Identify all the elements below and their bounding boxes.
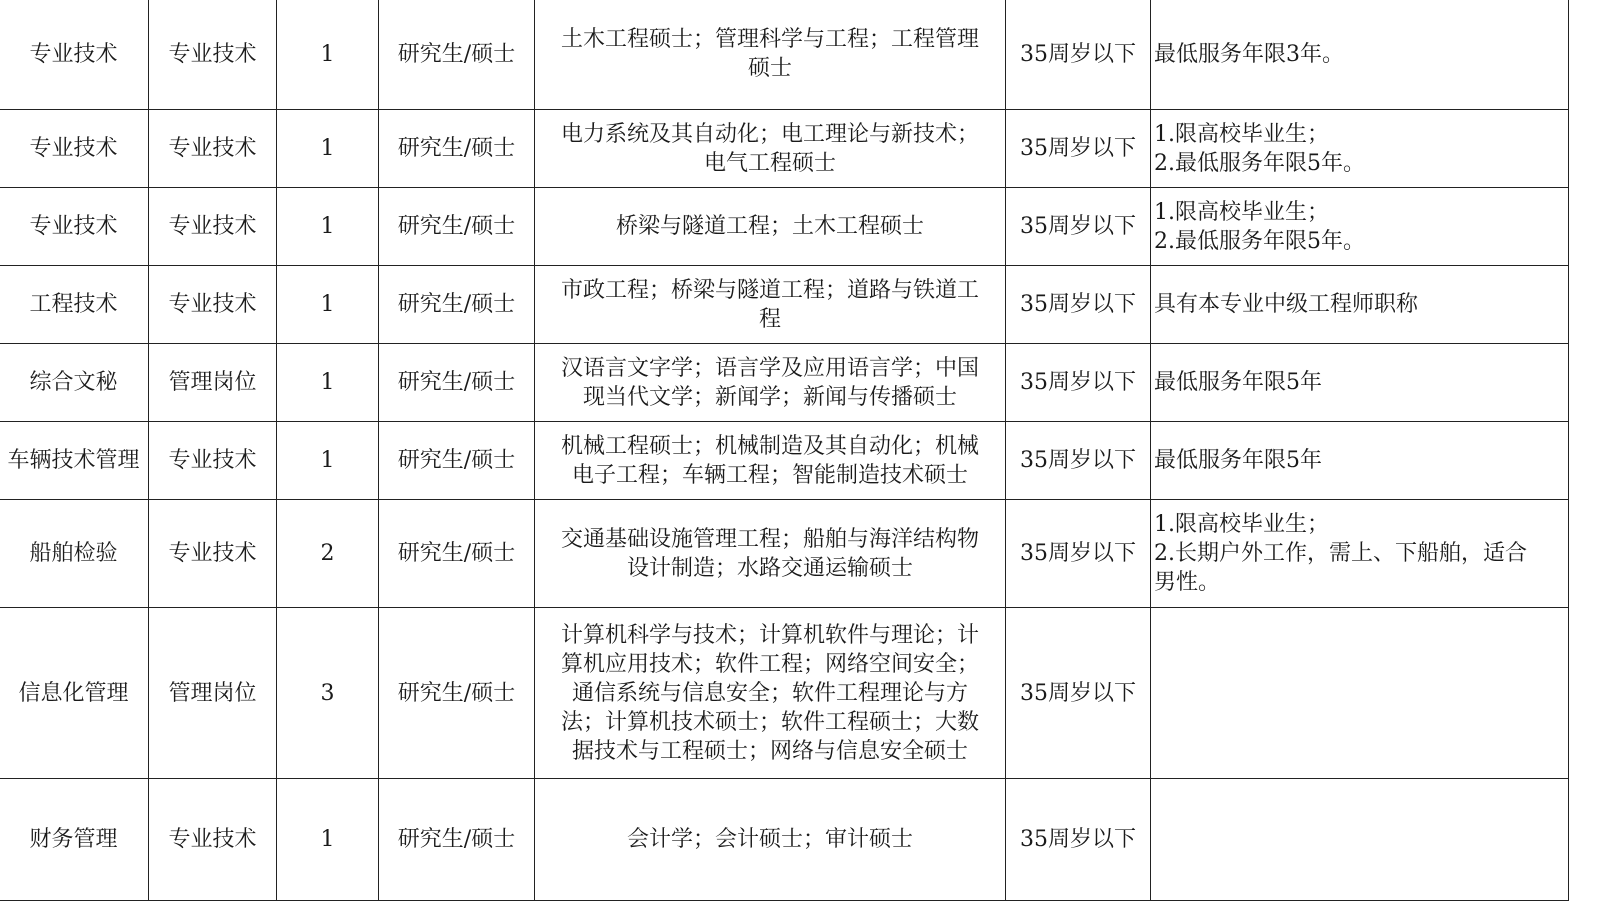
major-cell [535, 779, 1006, 901]
requirements-cell [1151, 500, 1569, 608]
age-cell: 35周岁以下 [1006, 500, 1151, 608]
major-line: 桥梁与隧道工程；土木工程硕士 [615, 214, 924, 239]
age-cell: 35周岁以下 [1006, 188, 1151, 266]
requirements-cell [1151, 266, 1569, 344]
table-row [0, 0, 1569, 110]
education-cell: 研究生/硕士 [379, 110, 535, 188]
major-line: 会计学；会计硕士；审计硕士 [626, 827, 913, 852]
major-line: 交通基础设施管理工程；船舶与海洋结构物 [560, 526, 979, 552]
position-cell: 船舶检验 [0, 500, 149, 608]
age-cell: 35周岁以下 [1006, 344, 1151, 422]
age-cell: 35周岁以下 [1006, 608, 1151, 779]
education-cell: 研究生/硕士 [379, 188, 535, 266]
major-line: 硕士 [747, 56, 792, 81]
count-cell: 1 [277, 422, 379, 500]
major-cell [535, 422, 1006, 500]
count-cell: 1 [277, 188, 379, 266]
education-cell: 研究生/硕士 [379, 779, 535, 901]
education-cell: 研究生/硕士 [379, 266, 535, 344]
position-cell: 综合文秘 [0, 344, 149, 422]
requirement-line: 最低服务年限3年。 [1154, 41, 1344, 67]
major-cell [535, 608, 1006, 779]
major-cell [535, 110, 1006, 188]
education-cell: 研究生/硕士 [379, 608, 535, 779]
position-cell: 财务管理 [0, 779, 149, 901]
major-line: 通信系统与信息安全；软件工程理论与方 [571, 680, 968, 706]
requirements-cell [1151, 0, 1569, 110]
age-cell: 35周岁以下 [1006, 779, 1151, 901]
major-line: 计算机科学与技术；计算机软件与理论；计 [560, 622, 979, 648]
education-cell: 研究生/硕士 [379, 0, 535, 110]
category-cell: 专业技术 [149, 422, 277, 500]
major-line: 现当代文学；新闻学；新闻与传播硕士 [582, 384, 957, 410]
age-cell: 35周岁以下 [1006, 0, 1151, 110]
requirement-line: 1.限高校毕业生； [1154, 512, 1329, 537]
age-cell: 35周岁以下 [1006, 266, 1151, 344]
age-cell: 35周岁以下 [1006, 422, 1151, 500]
major-cell [535, 344, 1006, 422]
major-line: 法；计算机技术硕士；软件工程硕士；大数 [560, 709, 979, 735]
requirement-line: 1.限高校毕业生； [1154, 199, 1329, 225]
count-cell: 1 [277, 110, 379, 188]
education-cell: 研究生/硕士 [379, 500, 535, 608]
major-line: 算机应用技术；软件工程；网络空间安全； [560, 651, 979, 677]
category-cell: 专业技术 [149, 188, 277, 266]
table-row [0, 608, 1569, 779]
table-row [0, 500, 1569, 608]
requirement-line: 2.最低服务年限5年。 [1154, 228, 1365, 254]
requirements-cell [1151, 344, 1569, 422]
category-cell: 管理岗位 [149, 344, 277, 422]
major-line: 程 [758, 306, 781, 332]
requirements-cell [1151, 188, 1569, 266]
position-cell: 车辆技术管理 [0, 422, 149, 500]
count-cell: 1 [277, 0, 379, 110]
major-line: 市政工程；桥梁与隧道工程；道路与铁道工 [560, 277, 979, 303]
category-cell: 专业技术 [149, 0, 277, 110]
requirement-line: 具有本专业中级工程师职称 [1154, 292, 1419, 317]
requirements-cell [1151, 779, 1569, 901]
requirement-line: 最低服务年限5年 [1154, 448, 1322, 473]
count-cell: 1 [277, 779, 379, 901]
table-row [0, 266, 1569, 344]
requirements-cell [1151, 422, 1569, 500]
category-cell: 专业技术 [149, 779, 277, 901]
age-cell: 35周岁以下 [1006, 110, 1151, 188]
major-line: 设计制造；水路交通运输硕士 [626, 555, 913, 581]
count-cell: 1 [277, 266, 379, 344]
requirement-line: 2.最低服务年限5年。 [1154, 150, 1365, 176]
requirement-line: 2.长期户外工作，需上、下船舶，适合 [1154, 541, 1527, 566]
requirements-cell [1151, 110, 1569, 188]
major-cell [535, 500, 1006, 608]
requirement-line: 1.限高校毕业生； [1154, 121, 1329, 147]
count-cell: 1 [277, 344, 379, 422]
major-line: 据技术与工程硕士；网络与信息安全硕士 [571, 738, 968, 764]
count-cell: 2 [277, 500, 379, 608]
requirement-line: 男性。 [1154, 570, 1221, 595]
table-row [0, 344, 1569, 422]
major-line: 电子工程；车辆工程；智能制造技术硕士 [571, 462, 968, 488]
table-row [0, 110, 1569, 188]
education-cell: 研究生/硕士 [379, 422, 535, 500]
major-cell [535, 0, 1006, 110]
table-row [0, 779, 1569, 901]
table-row [0, 188, 1569, 266]
category-cell: 专业技术 [149, 110, 277, 188]
major-line: 电气工程硕士 [703, 150, 836, 176]
major-line: 电力系统及其自动化；电工理论与新技术； [560, 121, 979, 147]
position-cell: 专业技术 [0, 188, 149, 266]
major-line: 汉语言文字学；语言学及应用语言学；中国 [560, 355, 979, 381]
category-cell: 专业技术 [149, 266, 277, 344]
requirements-cell [1151, 608, 1569, 779]
requirement-line: 最低服务年限5年 [1154, 370, 1322, 395]
major-line: 机械工程硕士；机械制造及其自动化；机械 [560, 433, 979, 459]
major-line: 土木工程硕士；管理科学与工程；工程管理 [560, 27, 979, 52]
category-cell: 专业技术 [149, 500, 277, 608]
position-cell: 专业技术 [0, 0, 149, 110]
major-cell [535, 188, 1006, 266]
category-cell: 管理岗位 [149, 608, 277, 779]
table-row [0, 422, 1569, 500]
count-cell: 3 [277, 608, 379, 779]
position-cell: 信息化管理 [0, 608, 149, 779]
position-cell: 专业技术 [0, 110, 149, 188]
major-cell [535, 266, 1006, 344]
education-cell: 研究生/硕士 [379, 344, 535, 422]
position-cell: 工程技术 [0, 266, 149, 344]
